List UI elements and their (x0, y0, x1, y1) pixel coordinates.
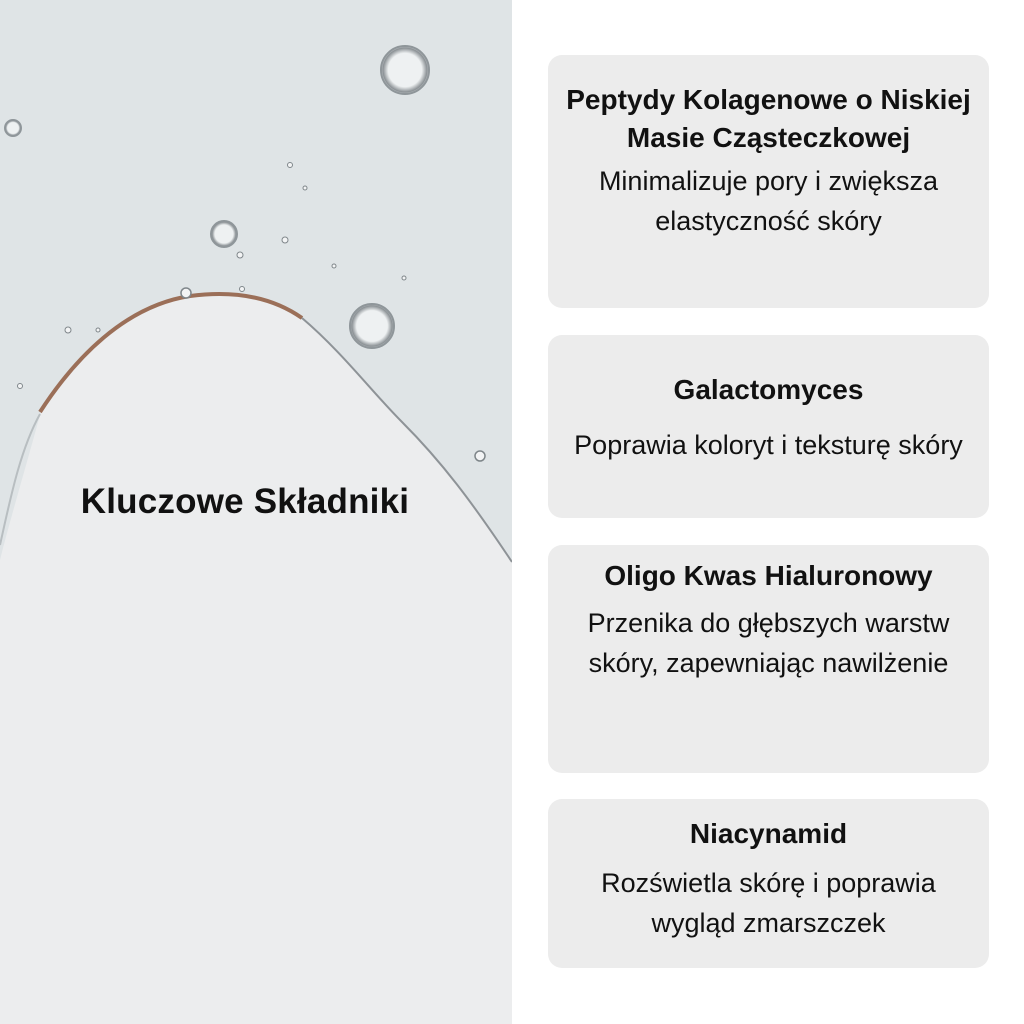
ingredient-description: Poprawia koloryt i teksturę skóry (574, 430, 963, 460)
ingredient-card-galactomyces (548, 335, 989, 518)
ingredient-card-niacinamide (548, 799, 989, 968)
ingredient-card-oligo-hyaluronic-acid (548, 545, 989, 773)
ingredient-description: Przenika do głębszych warstw skóry, zapewniając nawilżenie (587, 608, 950, 678)
ingredient-description: Rozświetla skórę i poprawia wygląd zmarszczek (601, 868, 936, 938)
ingredient-name: Galactomyces (673, 374, 864, 405)
ingredient-name: Niacynamid (689, 818, 848, 849)
ingredient-name: Oligo Kwas Hialuronowy (604, 560, 933, 591)
ingredients-list (512, 0, 1024, 1024)
section-heading: Kluczowe Składniki (80, 482, 410, 521)
ingredient-card-collagen-peptides (548, 55, 989, 308)
ingredient-name: Peptydy Kolagenowe o Niskiej Masie Cząsteczkowej (566, 84, 971, 153)
ingredient-description: Minimalizuje pory i zwiększa elastyczność skóry (598, 166, 939, 236)
